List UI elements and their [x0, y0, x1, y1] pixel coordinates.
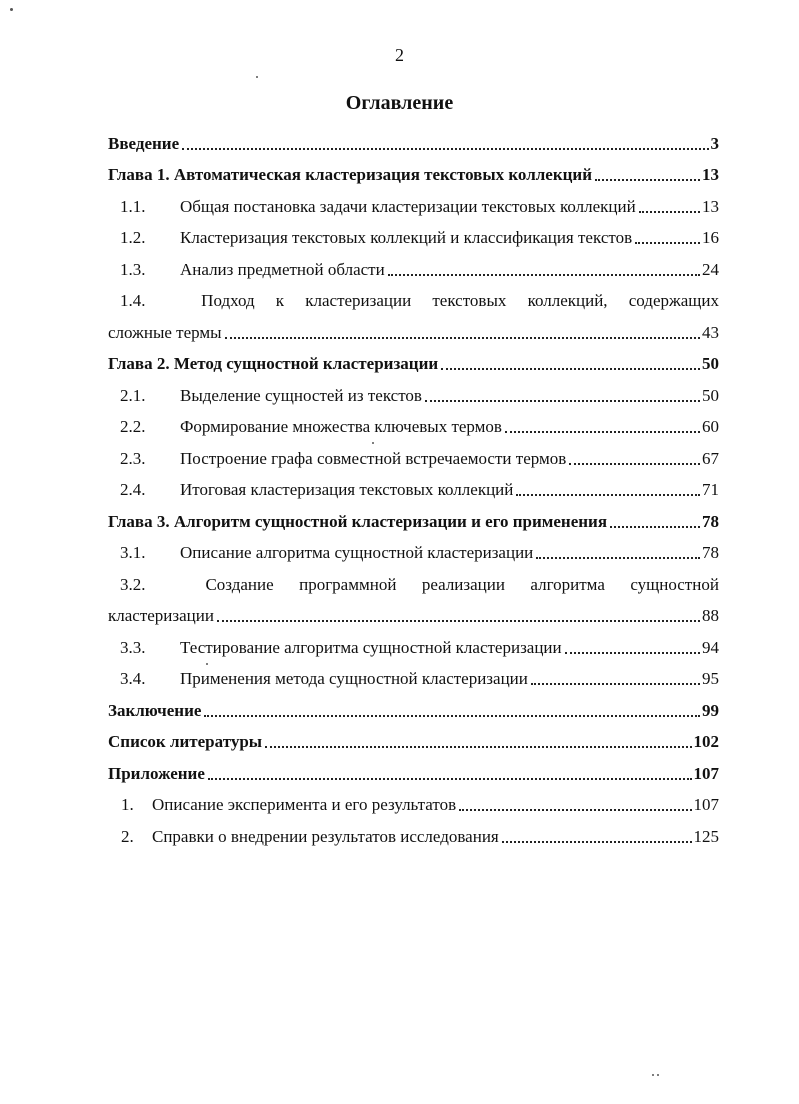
- dot-leader: [610, 526, 700, 528]
- toc-entry-page: 13: [702, 196, 719, 216]
- toc-entry-section-1-3[interactable]: [108, 249, 719, 281]
- dot-leader: [208, 778, 692, 780]
- dot-leader: [425, 400, 700, 402]
- toc-entry-section-2-3[interactable]: [108, 438, 719, 470]
- toc-entry-section-1-1[interactable]: [108, 186, 719, 218]
- toc-entry-number: 2.: [121, 826, 134, 846]
- toc-entry-title-word: реализации: [421, 574, 505, 594]
- toc-entry-number: 2.1.: [120, 385, 146, 405]
- toc-entry-title: сложные термы: [108, 322, 222, 342]
- toc-entry-section-3-2-continued[interactable]: [108, 596, 719, 628]
- toc-entry-title: Общая постановка задачи кластеризации текстовых коллекций: [180, 196, 636, 216]
- toc-entry-page: 67: [702, 448, 719, 468]
- toc-entry-number: 1.: [121, 795, 134, 814]
- toc-entry-title: Заключение: [108, 700, 202, 720]
- toc-entry-section-2-1[interactable]: [108, 375, 719, 407]
- dot-leader: [388, 274, 700, 276]
- table-of-contents: [108, 123, 719, 848]
- toc-entry-section-1-2[interactable]: [108, 218, 719, 250]
- dot-leader: [441, 368, 700, 370]
- toc-entry-page: 13: [702, 165, 719, 184]
- toc-entry-number: 3.1.: [120, 543, 146, 562]
- toc-entry-page: 43: [702, 322, 719, 342]
- scan-speck: [256, 76, 258, 78]
- toc-entry-title: Применения метода сущностной кластеризации: [180, 669, 528, 688]
- scan-speck: [206, 663, 208, 665]
- toc-entry-page: 78: [702, 511, 719, 531]
- toc-entry-page: 16: [702, 228, 719, 247]
- toc-entry-references[interactable]: [108, 722, 719, 754]
- toc-entry-title: Список литературы: [108, 732, 263, 751]
- dot-leader: [265, 746, 691, 748]
- toc-entry-page: 107: [693, 795, 719, 814]
- toc-entry-introduction[interactable]: [108, 123, 719, 155]
- toc-entry-page: 94: [702, 637, 719, 657]
- toc-entry-section-1-4-continued[interactable]: [108, 312, 719, 344]
- toc-entry-section-3-3[interactable]: [108, 627, 719, 659]
- toc-entry-chapter-2[interactable]: [108, 344, 719, 376]
- dot-leader: [565, 652, 700, 654]
- toc-entry-number: 3.4.: [120, 669, 146, 688]
- toc-entry-section-2-2[interactable]: [108, 407, 719, 439]
- toc-entry-number: 1.2.: [120, 228, 146, 247]
- toc-entry-conclusion[interactable]: [108, 690, 719, 722]
- dot-leader: [459, 809, 691, 811]
- toc-entry-page: 99: [702, 700, 719, 720]
- toc-entry-number: 2.2.: [120, 417, 146, 436]
- toc-entry-appendix-1[interactable]: [108, 785, 719, 817]
- dot-leader: [182, 148, 708, 150]
- toc-entry-number: 1.1.: [120, 196, 146, 216]
- toc-entry-page: 50: [702, 354, 719, 373]
- toc-entry-number: 1.4.: [120, 291, 146, 310]
- dot-leader: [225, 337, 700, 339]
- toc-entry-title: Формирование множества ключевых термов: [180, 417, 502, 436]
- toc-entry-title: Описание эксперимента и его результатов: [152, 795, 457, 814]
- toc-entry-title: Глава 3. Алгоритм сущностной кластеризации и его применения: [108, 511, 608, 531]
- toc-entry-appendix-2[interactable]: [108, 816, 719, 848]
- toc-entry-title: Описание алгоритма сущностной кластеризации: [180, 543, 534, 562]
- page-number: 2: [395, 45, 404, 65]
- toc-entry-title: Выделение сущностей из текстов: [180, 385, 422, 405]
- dot-leader: [505, 431, 700, 433]
- toc-entry-page: 88: [702, 606, 719, 625]
- toc-entry-title: Приложение: [108, 763, 205, 783]
- toc-entry-page: 3: [710, 133, 719, 153]
- toc-entry-section-3-4[interactable]: [108, 659, 719, 691]
- toc-entry-number: 2.3.: [120, 448, 146, 468]
- dot-leader: [595, 179, 700, 181]
- toc-entry-section-2-4[interactable]: [108, 470, 719, 502]
- toc-entry-title-word: кластеризации: [305, 291, 412, 310]
- toc-entry-title-word: программной: [299, 574, 397, 594]
- toc-entry-title-word: коллекций,: [527, 291, 608, 310]
- toc-entry-title-word: к: [275, 291, 285, 310]
- toc-entry-page: 24: [702, 259, 719, 279]
- toc-entry-section-1-4[interactable]: [108, 281, 719, 313]
- toc-entry-title-word: алгоритма: [530, 574, 605, 594]
- toc-entry-page: 102: [693, 732, 719, 751]
- scan-speck: [652, 1074, 654, 1076]
- toc-entry-title: Глава 2. Метод сущностной кластеризации: [108, 354, 439, 373]
- toc-entry-title: Построение графа совместной встречаемости термов: [180, 448, 567, 468]
- toc-entry-number: 2.4.: [120, 480, 146, 499]
- toc-entry-number: 3.3.: [120, 637, 146, 657]
- toc-entry-section-3-1[interactable]: [108, 533, 719, 565]
- toc-entry-title: Тестирование алгоритма сущностной кластеризации: [180, 637, 562, 657]
- dot-leader: [217, 620, 700, 622]
- dot-leader: [635, 242, 700, 244]
- toc-entry-title: Итоговая кластеризация текстовых коллекций: [180, 480, 514, 499]
- toc-entry-number: 1.3.: [120, 259, 146, 279]
- dot-leader: [502, 841, 692, 843]
- scan-speck: [10, 8, 13, 11]
- toc-entry-title-word: Подход: [201, 291, 255, 310]
- dot-leader: [204, 715, 700, 717]
- dot-leader: [536, 557, 700, 559]
- toc-entry-title-word: содержащих: [628, 291, 719, 310]
- toc-entry-title: Глава 1. Автоматическая кластеризация текстовых коллекций: [108, 165, 593, 184]
- toc-entry-title: Справки о внедрении результатов исследования: [152, 826, 499, 846]
- toc-entry-title-word: текстовых: [432, 291, 507, 310]
- dot-leader: [639, 211, 700, 213]
- toc-entry-page: 60: [702, 417, 719, 436]
- toc-entry-page: 95: [702, 669, 719, 688]
- toc-entry-title-word: сущностной: [630, 574, 719, 594]
- dot-leader: [516, 494, 700, 496]
- toc-entry-page: 50: [702, 385, 719, 405]
- toc-entry-title: кластеризации: [108, 606, 214, 625]
- toc-title: Оглавление: [345, 92, 454, 114]
- toc-entry-page: 78: [702, 543, 719, 562]
- toc-entry-number: 3.2.: [120, 574, 146, 594]
- toc-entry-page: 107: [693, 763, 719, 783]
- toc-entry-chapter-1[interactable]: [108, 155, 719, 187]
- dot-leader: [531, 683, 700, 685]
- toc-entry-appendix[interactable]: [108, 753, 719, 785]
- toc-entry-title: Введение: [108, 133, 180, 153]
- scan-speck: [657, 1074, 659, 1076]
- toc-entry-page: 125: [693, 826, 719, 846]
- toc-entry-title-word: Создание: [205, 574, 274, 594]
- dot-leader: [569, 463, 700, 465]
- toc-entry-title: Кластеризация текстовых коллекций и классификация текстов: [180, 228, 633, 247]
- toc-entry-chapter-3[interactable]: [108, 501, 719, 533]
- toc-entry-title: Анализ предметной области: [180, 259, 385, 279]
- toc-entry-page: 71: [702, 480, 719, 499]
- toc-entry-section-3-2[interactable]: [108, 564, 719, 596]
- scan-speck: [372, 442, 374, 444]
